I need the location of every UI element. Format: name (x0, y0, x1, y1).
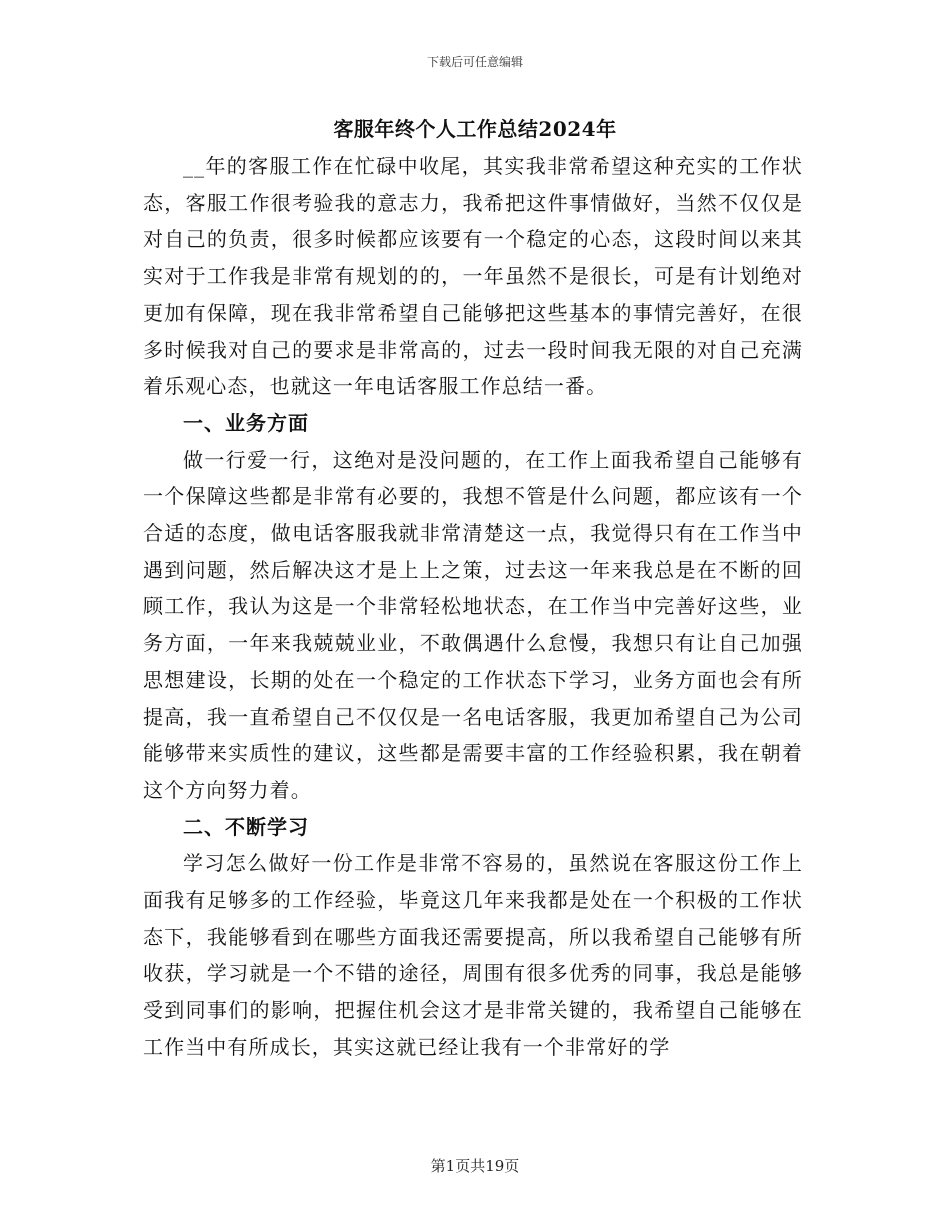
document-body (143, 148, 803, 1066)
page-footer-number: 第1页共19页 (430, 1157, 520, 1175)
page-header-note: 下载后可任意编辑 (426, 55, 523, 69)
section-paragraph-business: 做一行爱一行，这绝对是没问题的，在工作上面我希望自己能够有一个保障这些都是非常有必要的，我想不管是什么问题，都应该有一个合适的态度，做电话客服我就非常清楚这一点，我觉得只有在工作当中遇到问题，然后解决这才是上上之策，过去这一年来我总是在不断的回顾工作，我认为这是一个非常轻松地状态，在工作当中完善好这些，业务方面，一年来我兢兢业业，不敢偶遇什么怠慢，我想只有让自己加强思想建设，长期的处在一个稳定的工作状态下学习，业务方面也会有所提高，我一直希望自己不仅仅是一名电话客服，我更加希望自己为公司能够带来实质性的建议，这些都是需要丰富的工作经验积累，我在朝着这个方向努力着。 (143, 447, 803, 802)
intro-paragraph: __年的客服工作在忙碌中收尾，其实我非常希望这种充实的工作状态，客服工作很考验我的意志力，我希把这件事情做好，当然不仅仅是对自己的负责，很多时候都应该要有一个稳定的心态，这段时间以来其实对于工作我是非常有规划的的，一年虽然不是很长，可是有计划绝对更加有保障，现在我非常希望自己能够把这些基本的事情完善好，在很多时候我对自己的要求是非常高的，过去一段时间我无限的对自己充满着乐观心态，也就这一年电话客服工作总结一番。 (143, 154, 803, 399)
section-heading-business: 一、业务方面 (183, 410, 309, 435)
section-paragraph-learning: 学习怎么做好一份工作是非常不容易的，虽然说在客服这份工作上面我有足够多的工作经验，毕竟这几年来我都是处在一个积极的工作状态下，我能够看到在哪些方面我还需要提高，所以我希望自己能够有所收获，学习就是一个不错的途径，周围有很多优秀的同事，我总是能够受到同事们的影响，把握住机会这才是非常关键的，我希望自己能够在工作当中有所成长，其实这就已经让我有一个非常好的学 (143, 851, 803, 1059)
document-title: 客服年终个人工作总结2024年 (333, 117, 617, 141)
section-heading-learning: 二、不断学习 (183, 814, 309, 839)
